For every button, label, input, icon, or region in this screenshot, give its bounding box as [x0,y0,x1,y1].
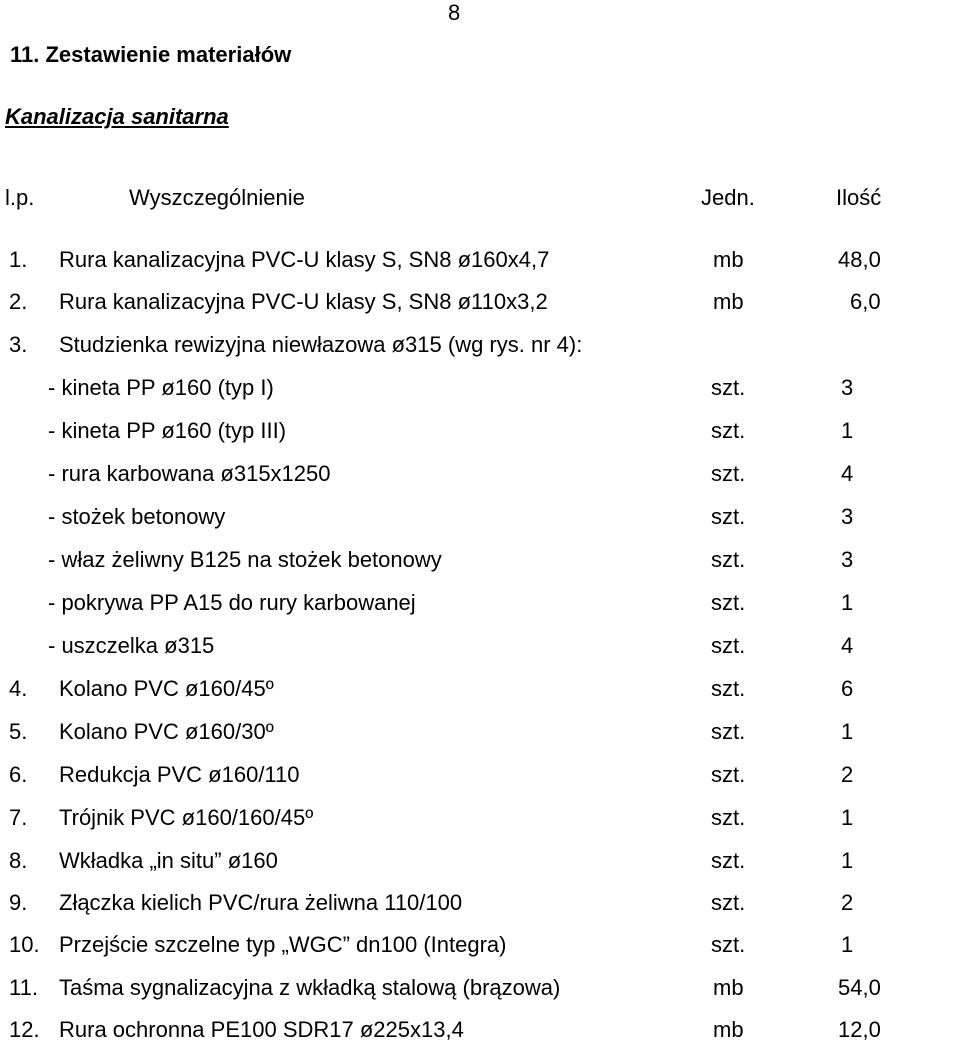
row-description: Wkładka „in situ” ø160 [59,848,278,873]
row-number: 12. [9,1017,40,1042]
header-qty: Ilość [836,185,882,210]
row-unit: szt. [711,418,746,443]
page-number: 8 [448,0,461,25]
row-unit: mb [713,247,744,272]
row-quantity: 3 [841,375,854,400]
row-description: Rura ochronna PE100 SDR17 ø225x13,4 [59,1017,464,1042]
row-unit: szt. [711,762,746,787]
header-lp: l.p. [5,185,35,210]
row-quantity: 4 [841,633,854,658]
row-number: 3. [9,332,28,357]
row-number: 9. [9,890,28,915]
header-unit: Jedn. [701,185,755,210]
row-quantity: 3 [841,504,854,529]
row-description: - kineta PP ø160 (typ III) [48,418,287,443]
row-unit: szt. [711,633,746,658]
row-description: Rura kanalizacyjna PVC-U klasy S, SN8 ø110x3,2 [59,289,548,314]
row-description: - stożek betonowy [48,504,226,529]
row-unit: szt. [711,848,746,873]
row-number: 10. [9,932,40,957]
row-number: 5. [9,719,28,744]
row-description: - uszczelka ø315 [48,633,215,658]
row-description: Redukcja PVC ø160/110 [59,762,300,787]
row-description: Taśma sygnalizacyjna z wkładką stalową (brązowa) [59,975,561,1000]
row-unit: szt. [711,676,746,701]
row-unit: szt. [711,461,746,486]
row-quantity: 2 [841,890,854,915]
row-unit: mb [713,289,744,314]
row-unit: szt. [711,504,746,529]
row-number: 1. [9,247,28,272]
row-quantity: 54,0 [838,975,881,1000]
row-quantity: 1 [841,848,854,873]
row-description: - rura karbowana ø315x1250 [48,461,331,486]
row-description: Trójnik PVC ø160/160/45º [59,805,314,830]
row-unit: szt. [711,375,746,400]
row-number: 11. [9,975,38,1000]
row-description: Studzienka rewizyjna niewłazowa ø315 (wg rys. nr 4): [59,332,583,357]
row-quantity: 1 [841,590,854,615]
row-unit: szt. [711,890,746,915]
row-unit: mb [713,1017,744,1042]
row-quantity: 12,0 [838,1017,881,1042]
row-number: 2. [9,289,28,314]
row-number: 4. [9,676,28,701]
row-unit: szt. [711,805,746,830]
header-name: Wyszczególnienie [129,185,305,210]
row-description: Kolano PVC ø160/30º [59,719,274,744]
row-quantity: 1 [841,418,854,443]
row-number: 7. [9,805,28,830]
row-unit: mb [713,975,744,1000]
row-quantity: 3 [841,547,854,572]
row-description: Przejście szczelne typ „WGC” dn100 (Integra) [59,932,507,957]
row-quantity: 1 [841,719,854,744]
row-quantity: 48,0 [838,247,881,272]
row-quantity: 6,0 [850,289,881,314]
row-description: Kolano PVC ø160/45º [59,676,274,701]
row-quantity: 6 [841,676,854,701]
row-description: - kineta PP ø160 (typ I) [48,375,274,400]
row-unit: szt. [711,719,746,744]
section-title: 11. Zestawienie materiałów [10,42,292,67]
row-quantity: 1 [841,932,854,957]
row-quantity: 1 [841,805,854,830]
row-unit: szt. [711,547,746,572]
row-description: - pokrywa PP A15 do rury karbowanej [48,590,416,615]
row-description: Złączka kielich PVC/rura żeliwna 110/100 [59,890,463,915]
subsection-title: Kanalizacja sanitarna [5,104,229,129]
row-number: 6. [9,762,28,787]
row-unit: szt. [711,590,746,615]
row-description: - właz żeliwny B125 na stożek betonowy [48,547,442,572]
row-quantity: 2 [841,762,854,787]
row-unit: szt. [711,932,746,957]
row-quantity: 4 [841,461,854,486]
row-number: 8. [9,848,28,873]
row-description: Rura kanalizacyjna PVC-U klasy S, SN8 ø160x4,7 [59,247,550,272]
